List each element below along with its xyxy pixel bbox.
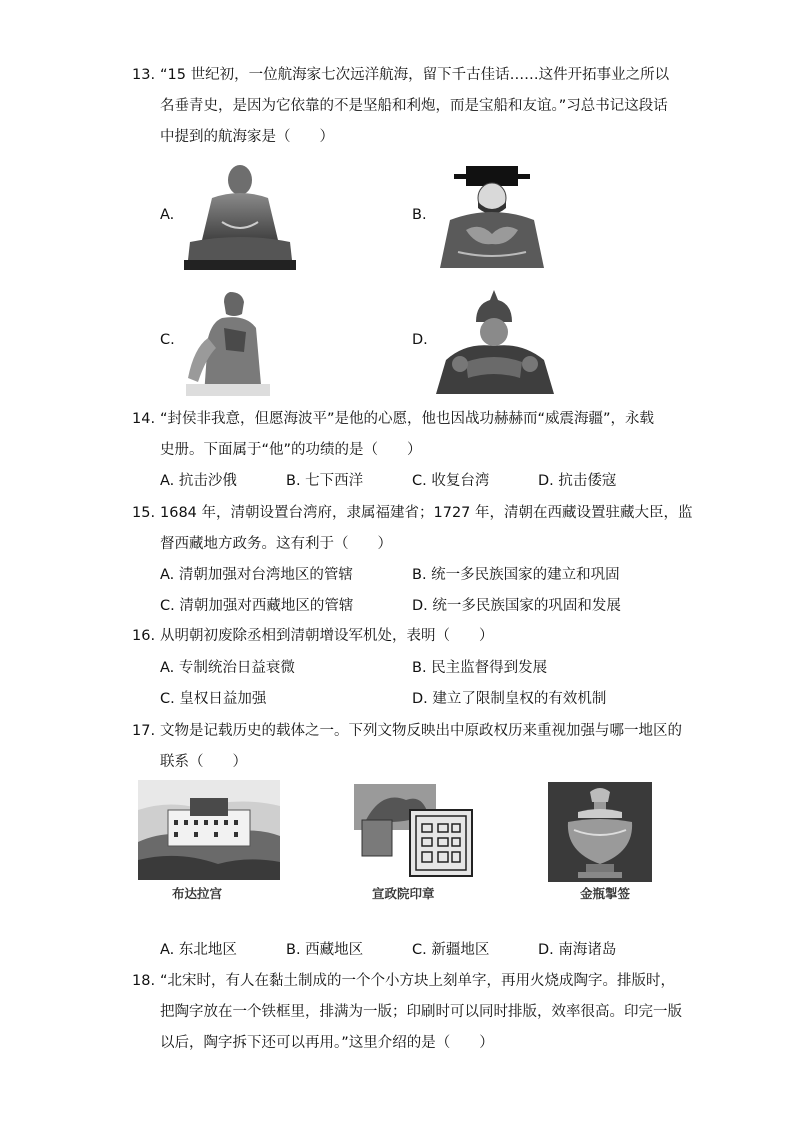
question-17-options xyxy=(160,935,680,966)
option-d[interactable]: D. 南海诸岛 xyxy=(538,942,617,958)
question-text-line: 1684 年，清朝设置台湾府，隶属福建省；1727 年，清朝在西藏设置驻藏大臣，监 xyxy=(160,505,693,521)
question-14-options xyxy=(160,466,680,497)
question-16-options-row2 xyxy=(160,684,680,715)
question-text-line: “15 世纪初，一位航海家七次远洋航海，留下千古佳话……这件开拓事业之所以 xyxy=(160,67,670,83)
option-c[interactable]: C. 收复台湾 xyxy=(412,473,490,489)
question-number: 16. xyxy=(132,628,156,644)
question-15-options-row2 xyxy=(160,591,680,622)
question-number: 15. xyxy=(132,505,156,521)
question-text-line: 从明朝初废除丞相到清朝增设军机处，表明（ ） xyxy=(160,628,494,644)
question-text-line: 文物是记载历史的载体之一。下列文物反映出中原政权历来重视加强与哪一地区的 xyxy=(160,723,682,739)
question-16-options xyxy=(160,653,680,684)
armored-bust-image xyxy=(436,290,554,394)
golden-urn-image xyxy=(548,782,652,882)
option-d-label[interactable]: D. xyxy=(412,332,428,348)
option-d[interactable]: D. 抗击倭寇 xyxy=(538,473,617,489)
potala-palace-image xyxy=(138,780,280,880)
artifact-caption: 布达拉宫 xyxy=(172,886,223,901)
option-c-label[interactable]: C. xyxy=(160,332,175,348)
option-b[interactable]: B. 西藏地区 xyxy=(286,942,364,958)
question-text-line: 督西藏地方政务。这有利于（ ） xyxy=(160,536,392,552)
question-17 xyxy=(132,716,682,778)
option-d[interactable]: D. 统一多民族国家的巩固和发展 xyxy=(412,598,621,614)
option-c[interactable]: C. 新疆地区 xyxy=(412,942,490,958)
option-c[interactable]: C. 清朝加强对西藏地区的管辖 xyxy=(160,598,354,614)
question-14 xyxy=(132,404,672,466)
question-16 xyxy=(132,621,672,652)
question-text-line: 联系（ ） xyxy=(160,754,247,770)
question-18 xyxy=(132,966,682,1059)
question-number: 14. xyxy=(132,411,156,427)
seal-image xyxy=(352,780,476,880)
option-b[interactable]: B. 统一多民族国家的建立和巩固 xyxy=(412,567,620,583)
option-a[interactable]: A. 抗击沙俄 xyxy=(160,473,237,489)
question-text-line: 把陶字放在一个铁框里，排满为一版；印刷时可以同时排版，效率很高。印完一版 xyxy=(160,1004,682,1020)
artifact-caption: 宣政院印章 xyxy=(372,886,435,901)
option-d[interactable]: D. 建立了限制皇权的有效机制 xyxy=(412,691,607,707)
official-portrait-image xyxy=(436,164,548,268)
option-a[interactable]: A. 专制统治日益衰微 xyxy=(160,660,295,676)
option-a-label[interactable]: A. xyxy=(160,207,175,223)
option-b[interactable]: B. 七下西洋 xyxy=(286,473,364,489)
question-text-line: 名垂青史，是因为它依靠的不是坚船和利炮，而是宝船和友谊。”习总书记这段话 xyxy=(160,98,668,114)
question-text-line: 中提到的航海家是（ ） xyxy=(160,129,334,145)
option-b-label[interactable]: B. xyxy=(412,207,427,223)
option-c[interactable]: C. 皇权日益加强 xyxy=(160,691,267,707)
question-text-line: 史册。下面属于“他”的功绩的是（ ） xyxy=(160,442,422,458)
warrior-statue-image xyxy=(186,288,270,396)
option-b[interactable]: B. 民主监督得到发展 xyxy=(412,660,548,676)
question-number: 13. xyxy=(132,67,156,83)
question-text-line: “北宋时，有人在黏土制成的一个个小方块上刻单字，再用火烧成陶字。排版时， xyxy=(160,973,676,989)
question-13 xyxy=(132,60,672,153)
option-a[interactable]: A. 清朝加强对台湾地区的管辖 xyxy=(160,567,353,583)
seated-statue-image xyxy=(182,162,298,272)
question-text-line: 以后，陶字拆下还可以再用。”这里介绍的是（ ） xyxy=(160,1035,494,1051)
question-number: 17. xyxy=(132,723,156,739)
artifact-caption: 金瓶掣签 xyxy=(580,886,631,901)
question-15 xyxy=(132,498,693,560)
question-number: 18. xyxy=(132,973,156,989)
option-a[interactable]: A. 东北地区 xyxy=(160,942,237,958)
question-15-options xyxy=(160,560,680,591)
question-text-line: “封侯非我意，但愿海波平”是他的心愿，他也因战功赫赫而“威震海疆”，永载 xyxy=(160,411,655,427)
